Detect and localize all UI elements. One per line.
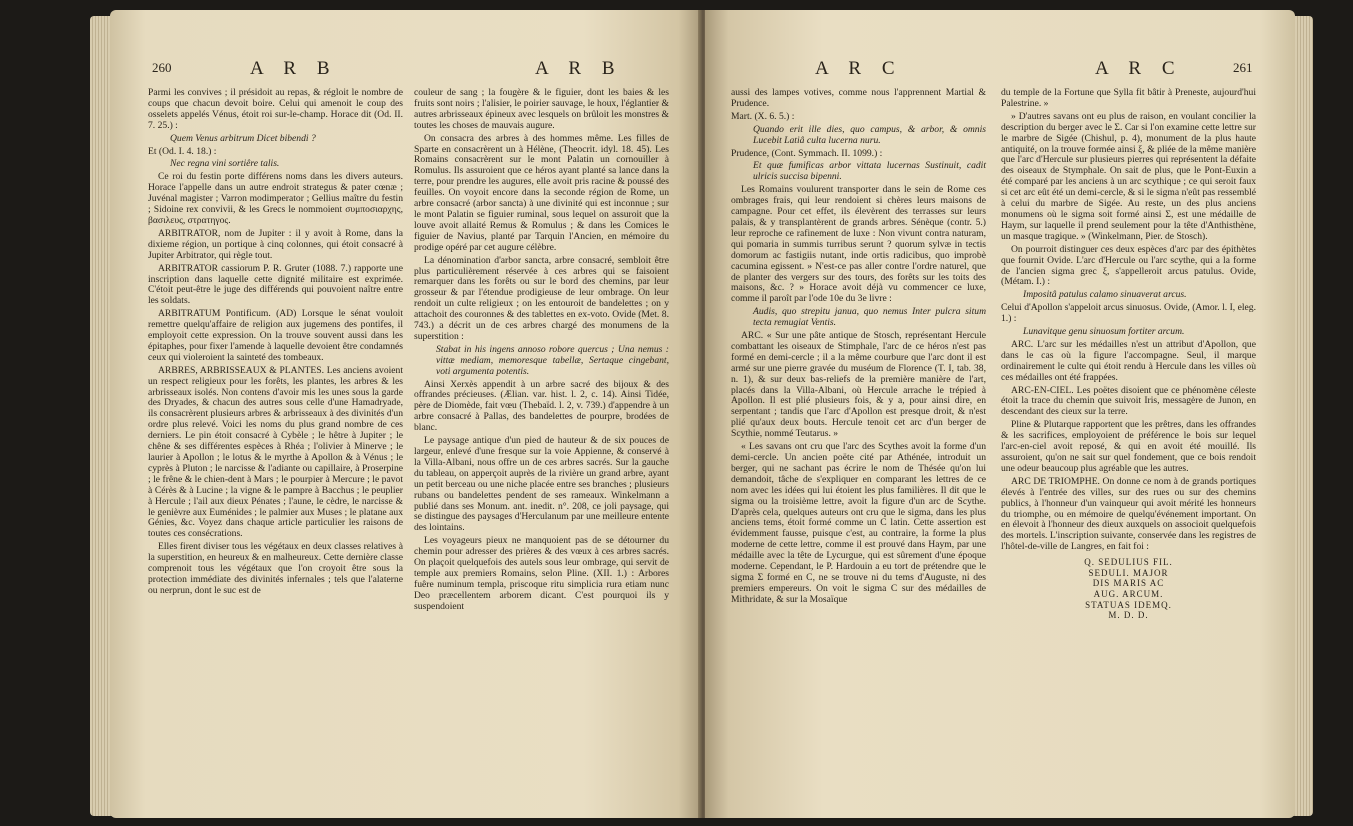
running-head-right-2: A R C xyxy=(1095,58,1183,79)
running-head-left-1: A R B xyxy=(250,58,338,79)
paragraph: » D'autres savans ont eu plus de raison, en voulant concilier la description du berger avec le Σ. Car si l'on examine cette lettre sur le marbre de Sigée (Chishul, p. 4), monument de la plus haute antiquité, on la trouve formée ainsi ξ, & pliée de la même manière que l'arc d'Hercule sur plusieurs pierres qui représentent la défaite des oiseaux de Stymphale. On sait de plus, que le Pont-Euxin a été comparé par les anciens à un arc scythique ; ce qui seroit faux si cet arc eût été un demi-cercle, & si le sigma n'eût pas ressemblé à celui du marbre de Sigée. Au reste, un des plus anciens monumens où le sigma soit formé ainsi Σ, est une médaille de Haym, sur laquelle il prend seulement pour la tête d'Anthisthène, un masque tragique. » (Winkelmann, Pier. de Stosch). xyxy=(1001,110,1256,242)
paragraph: On consacra des arbres à des hommes même. Les filles de Sparte en consacrèrent un à Hélène, (Theocrit. idyl. 18. 45). Les Romains consacrèrent sur le mont Palatin un cornouiller à Romulus. Ils assuroient que ce héros ayant planté sa lance dans la terre, pour prendre les augures, elle avoit pris racine & poussé des feuilles. On voyoit encore dans la seconde région de Rome, un arbre consacré (arbor sancta) à une divinité qui est inconnue ; sur le mont Palatin se figuier ruminal, sous lequel on assuroit que la louve avoit allaité Remus & Romulus ; & dans les Comices le figuier de Navius, planté par Tarquin l'Ancien, en mémoire du prodige opéré par cet augure célèbre. xyxy=(414,132,669,253)
entry-arbitratum: ARBITRATUM Pontificum. (AD) Lorsque le sénat vouloit remettre quelqu'affaire de religion aux jugemens des pontifes, il employoit cette expression. On la trouve souvent aussi dans les épitaphes, pour fixer l'amende à laquelle devoient être condamnés ceux qui violeroient la sainteté des tombeaux. xyxy=(148,308,403,363)
paragraph: Et (Od. I. 4. 18.) : xyxy=(148,145,217,157)
paragraph: couleur de sang ; la fougère & le figuier, dont les baies & les fruits sont noirs ; l'alisier, le poirier sauvage, le houx, l'églantier & autres arbrisseaux épineux avec lesquels on brûloit les monstres & toutes les choses de mauvais augure. xyxy=(414,87,669,131)
inscription-line: DIS MARIS AC xyxy=(1092,578,1165,589)
paragraph: On pourroit distinguer ces deux espèces d'arc par des épithètes que fournit Ovide. L'arc d'Hercule ou l'arc scythe, qui a la forme de l'ancien sigma grec ξ, s'appelleroit arcus patulus. Ovide, (Métam. I.) : xyxy=(1001,243,1256,288)
paragraph: Celui d'Apollon s'appeloit arcus sinuosus. Ovide, (Amor. l. I, eleg. 1.) : xyxy=(1001,302,1256,325)
paragraph: Ainsi Xerxès appendit à un arbre sacré des bijoux & des offrandes précieuses. (Ælian. var. hist. l. 2, c. 14). Ainsi Tidée, père de Diomède, fait vœu (Thebaïd. l. 2, v. 739.) d'appendre à un arbre consacré à Pallas, des bandelettes de pourpre, brodées de blanc. xyxy=(414,378,669,434)
running-head-left-2: A R B xyxy=(535,58,623,79)
entry-arc-medailles: ARC. L'arc sur les médailles n'est un attribut d'Apollon, que dans le cas où la figure l'accompagne. Seul, il marque ordinairement le culte qui étoit rendu à Hercule dans les villes où ces médailles ont été frappées. xyxy=(1001,338,1256,383)
left-column-2 xyxy=(414,88,669,615)
paragraph: aussi des lampes votives, comme nous l'apprennent Martial & Prudence. xyxy=(731,87,986,109)
entry-arc-en-ciel: ARC-EN-CIEL. Les poëtes disoient que ce phénomène céleste étoit la trace du chemin que suivoit Iris, messagère de Junon, en descendant des cieux sur la terre. xyxy=(1001,384,1256,418)
inscription xyxy=(1001,557,1256,621)
quotation: Audis, quo strepitu janua, quo nemus Inter pulcra situm tecta remugiat Ventis. xyxy=(753,306,986,329)
entry-arbitrator: ARBITRATOR, nom de Jupiter : il y avoit à Rome, dans la dixieme région, un portique à cinq colonnes, qui étoit consacré à Jupiter Arbitrator, qui règle tout. xyxy=(148,227,403,261)
left-header xyxy=(110,58,702,82)
entry-arc-de-triomphe: ARC DE TRIOMPHE. On donne ce nom à de grands portiques élevés à l'entrée des villes, sur des rues ou sur des chemins publics, à l'honneur d'un vainqueur qui avoit mérité les honneurs du triomphe, ou en mémoire de quelqu'événement important. On en élevoit à l'honneur des dieux auxquels on associoit quelquefois des mortels. L'inscription suivante, conservée dans les registres de l'hôtel-de-ville de Langres, en fait foi : xyxy=(1001,475,1256,553)
inscription-line: M. D. D. xyxy=(1108,610,1149,621)
left-page xyxy=(110,10,702,818)
quotation: Stabat in his ingens annoso robore quercus ; Una nemus : vittæ mediam, memoresque tabellæ, Sertaque cingebant, voti argumenta potentis. xyxy=(436,343,669,377)
entry-arbres: ARBRES, ARBRISSEAUX & PLANTES. Les anciens avoient un respect religieux pour les forêts, les plantes, les arbres & les arbrisseaux isolés. Non contens d'avoir mis les unes sous la garde des Dryades, & chacun des autres sous celle d'une Hamadryade, ils consacrèrent plusieurs arbres & arbrisseaux à des divinités d'un ordre plus relevé. Voici les noms du plus grand nombre de ces derniers. Le pin étoit consacré à Cybèle ; le hêtre à Jupiter ; le chêne & ses différentes espèces à Rhéa ; l'olivier à Minerve ; le laurier à Apollon ; le lotus & le myrthe à Apollon & à Vénus ; le cyprès à Pluton ; le narcisse & l'adiante ou capillaire, à Proserpine ; le frêne & le chien-dent à Mars ; le pourpier à Mercure ; le pavot à Cérès & à Lucine ; la vigne & le pampre à Bacchus ; le peuplier à Hercule ; l'ail aux dieux Pénates ; l'aune, le cèdre, le narcisse & le genièvre aux Euménides ; le palmier aux Muses ; le platane aux Génies, &c. Voyez dans chaque article particulier les raisons de toutes ces consécrations. xyxy=(148,364,403,540)
open-book xyxy=(50,10,1300,818)
running-head-right-1: A R C xyxy=(815,58,903,79)
inscription-line: AUG. ARCUM. xyxy=(1093,588,1164,599)
right-column-2 xyxy=(1001,88,1256,621)
right-header xyxy=(705,58,1295,82)
paragraph: Mart. (X. 6. 5.) : xyxy=(731,110,795,122)
paragraph: Les voyageurs pieux ne manquoient pas de se détourner du chemin pour adresser des prières & des vœux à ces arbres sacrés. On plaçoit quelquefois des autels sous leur ombrage, qui servit de temple aux premiers Romains, selon Pline. (XII. 1.) : Arbores fuêre numinum templa, priscoque ritu simplicia rura etiam nunc Deo præcellentem arborem dicant. C'est pourquoi ils y suspendoient xyxy=(414,535,669,612)
right-page xyxy=(705,10,1295,818)
paragraph: La dénomination d'arbor sancta, arbre consacré, sembloit être plus particulièrement réservée à ces arbres qui se faisoient remarquer dans les forêts ou sur le bord des chemins, par leur grosseur & par l'étendue prodigieuse de leur ombrage. On leur rendoit un culte religieux ; on les entouroit de bandelettes ; on y attachoit des couronnes & des tablettes en ex-voto. Ovide (Met. 8. 743.) a décrit un de ces arbres chargé des monumens de la superstition : xyxy=(414,254,669,342)
paragraph: Elles firent diviser tous les végétaux en deux classes relatives à la superstition, en heureux & en malheureux. Cette dernière classe comprenoit tous les végétaux que l'on croyoit être sous la protection immédiate des divinités infernales ; tels que l'alaterne ou nerprun, dont le suc est de xyxy=(148,541,403,596)
paragraph: Prudence, (Cont. Symmach. II. 1099.) : xyxy=(731,147,883,159)
entry-arc: ARC. « Sur une pâte antique de Stosch, représentant Hercule combattant les oiseaux de Stimphale, l'arc de ce héros n'est pas formé en demi-cercle ; il a la même courbure que l'arc dont il est armé sur une pierre gravée du muséum de Florence (T. I, tab. 38, n. 1), & sur deux bas-reliefs de la première manière de l'art, placés dans la Villa-Albani, où Hercule arrache le trépied à Apollon. Il est plié plusieurs fois, & y a, pour ainsi dire, en serpentant ; tandis que l'arc d'Apollon est presque droit, & n'est plié qu'aux deux bouts. Hercule tenoit cet arc d'un berger de Scythie, nommé Teutarus. » xyxy=(731,330,986,440)
right-column-1 xyxy=(731,88,986,608)
paragraph: du temple de la Fortune que Sylla fit bâtir à Preneste, aujourd'hui Palestrine. » xyxy=(1001,87,1256,109)
paragraph: Parmi les convives ; il présidoit au repas, & régloit le nombre de coups que chacun devoit boire. Celui qui amenoit le coup des osselets appelés Vénus, étoit roi sur-le-champ. Horace dit (Od. II. 7. 25.) : xyxy=(148,87,403,131)
quotation: Et quæ fumificas arbor vittata lucernas Sustinuit, cadit ulricis succisa bipenni. xyxy=(753,160,986,183)
inscription-line: STATUAS IDEMQ. xyxy=(1085,599,1172,610)
paragraph: Le paysage antique d'un pied de hauteur & de six pouces de largeur, enlevé d'une fresque sur la voie Appienne, & conservé à la Villa-Albani, nous offre un de ces arbres sacrés. Sur la gauche du tableau, on apperçoit auprès de la rivière un grand arbre, ayant un petit berceau ou une niche placée entre ses branches ; plusieurs rubans ou bandelettes pendent de ses rameaux. Winkelmann a publié dans ses Monum. ant. inedit. n°. 208, ce joli paysage, qui se distingue des paysages d'Herculanum par une meilleure entente des lointains. xyxy=(414,435,669,534)
paragraph: Ce roi du festin porte différens noms dans les divers auteurs. Horace l'appelle dans un autre endroit strategus & pater cœnæ ; Juvénal magister ; Varron modimperator ; Gellius maître du festin ; Sidoine rex convivii, & les Grecs le nommoient συμποσιαρχης, βασιλευς, στρατηγος. xyxy=(148,171,403,226)
page-number-right: 261 xyxy=(1233,60,1253,75)
inscription-line: Q. SEDULIUS FIL. xyxy=(1084,557,1173,568)
left-column-1 xyxy=(148,88,403,599)
page-number-left: 260 xyxy=(152,60,172,75)
paragraph: Pline & Plutarque rapportent que les prêtres, dans les offrandes & les sacrifices, employoient de préférence le bois sur lequel l'arc-en-ciel avoit reposé, & qui en avoit été mouillé. Ils assuroient, qu'on ne sait sur quel fondement, que ce bois rendoit une odeur beaucoup plus agréable que les autres. xyxy=(1001,419,1256,474)
paragraph: « Les savans ont cru que l'arc des Scythes avoit la forme d'un demi-cercle. Un ancien poëte cité par Athénée, introduit un berger, qui ne sachant pas écrire le nom de Thésée qu'on lui demandoit, tâche de s'expliquer en comparant les lettres de ce nom avec les idées qui lui étoient les plus familières. Il dit que le sigma ou la troisième lettre, avoit la figure d'un arc de Scythe. D'après cela, quelques auteurs ont cru que le sigma, dans les plus anciens tems, étoit formé comme un C latin. Cette assertion est évidemment fausse, puisque c'est, au contraire, la forme la plus moderne de cette lettre, comme il est prouvé dans Haym, par une médaille avec la tête de Lycurgue, qui est sûrement d'une époque moderne. Cependant, le P. Hardouin a eu tort de prétendre que le sigma Σ formé en C, ne se trouve ni du tems d'Auguste, ni des premiers empereurs. On voit le sigma C sur des médailles de Mithridate, & sur la Mosaïque xyxy=(731,441,986,605)
paragraph: Les Romains voulurent transporter dans le sein de Rome ces ombrages frais, qui leur rendoient si chères leurs maisons de campagne. Pour cet effet, ils élevèrent des terrasses sur leurs palais, & y transplantèrent de grands arbres. Sénèque (contr. 5.) leur reproche ce rafinement de luxe : Non vivunt contra naturam, qui pomaria in summis turribus serunt ? quorum sylvæ in tectis domorum ac fastigiis nutant, inde ortis radicibus, quo improbè cacumina egissent. » N'est-ce pas aller contre l'ordre naturel, que de planter des vergers sur des tours, des forêts sur les toits des maisons, &c. ? » Horace avoit déjà vu commencer ce luxe, comme il paroît par l'ode 10e du 3e livre : xyxy=(731,184,986,305)
quotation: Quando erit ille dies, quo campus, & arbor, & omnis Lucebit Latiâ culta lucerna nuru. xyxy=(753,123,986,146)
inscription-line: SEDULI. MAJOR xyxy=(1088,567,1169,578)
quotation: Nec regna vini sortiêre talis. xyxy=(170,158,280,170)
quotation: Impositâ patulus calamo sinuaverat arcus. xyxy=(1023,289,1187,301)
quotation: Quem Venus arbitrum Dicet bibendi ? xyxy=(170,132,316,144)
entry-arbitrator-cassiorum: ARBITRATOR cassiorum P. R. Gruter (1088. 7.) rapporte une inscription dans laquelle cette dignité militaire est exprimée. C'étoit peut-être le juge des différends qui pouvoient naître entre les soldats. xyxy=(148,262,403,307)
quotation: Lunavitque genu sinuosum fortiter arcum. xyxy=(1023,326,1185,338)
